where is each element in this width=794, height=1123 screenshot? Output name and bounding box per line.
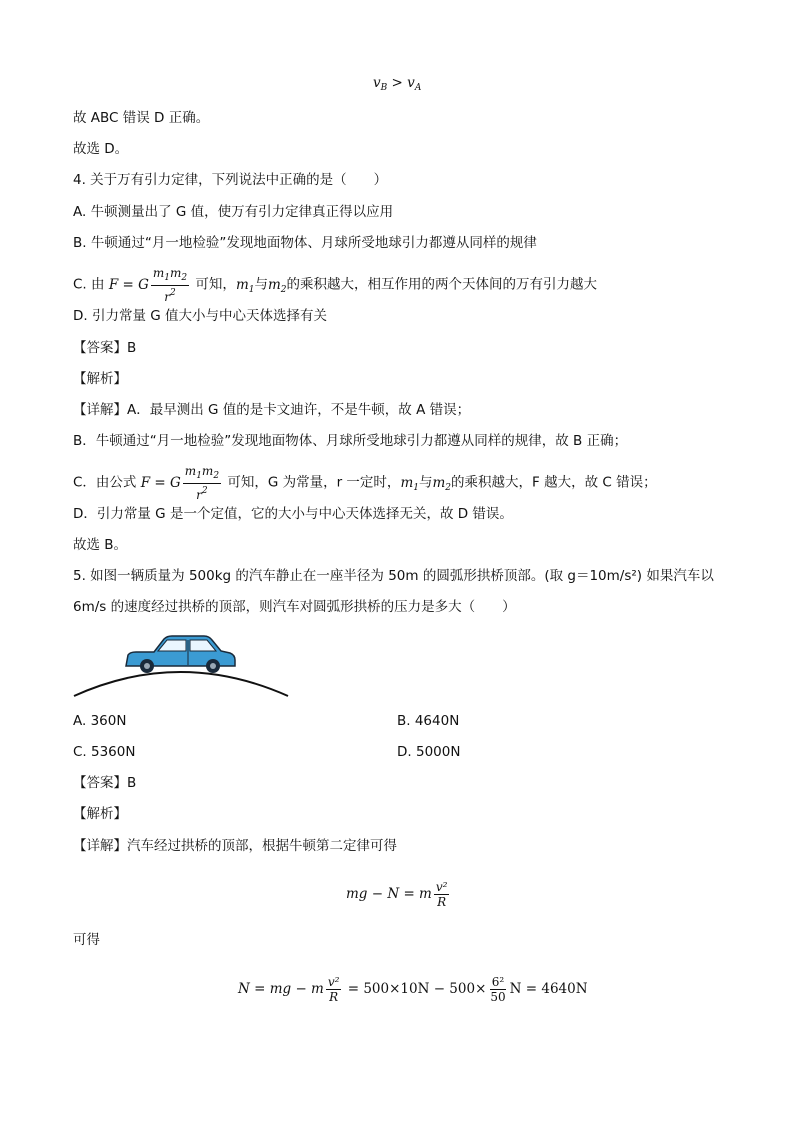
detail-text-5: 汽车经过拱桥的顶部，根据牛顿第二定律可得 [127, 838, 397, 854]
q5-option-b: B. 4640N [397, 713, 460, 729]
kede-text: 可得 [73, 932, 100, 948]
q5-stem-line2: 6m/s 的速度经过拱桥的顶部，则汽车对圆弧形拱桥的压力是多大（ ） [73, 599, 516, 615]
formula-gravity: F = G $\frac{m_1m_2}{r^2}$ [108, 266, 188, 304]
detail-c-mid: 可知，G 为常量，r 一定时， [223, 474, 401, 491]
fraction-v2-r-2: $\frac{\text{v²}}{R}$ [327, 975, 340, 1004]
var-v2: v [407, 75, 415, 91]
detail-c-suffix: 的乘积越大，F 越大，故 C 错误； [451, 474, 657, 491]
q5-option-d: D. 5000N [397, 744, 461, 760]
paragraph-choose-d: 故选 D。 [73, 141, 129, 157]
q4-detail-a [73, 400, 470, 420]
q5-answer [73, 773, 136, 793]
q4-answer [73, 338, 136, 358]
fraction-v2-r: $\frac{\text{v²}}{R}$ [435, 880, 448, 909]
formula-gravity-2: F = G $\frac{m_1m_2}{r^2}$ [140, 464, 220, 502]
q4-c-and: 与 [254, 276, 268, 293]
q4-detail-d: D．引力常量 G 是一个定值，它的大小与中心天体选择无关，故 D 错误。 [73, 506, 513, 522]
q4-detail-c: C．由公式 F = G $\frac{m_1m_2}{r^2}$ 可知，G 为常量，r 一定时，$m_1$与$m_2$的乘积越大，F 越大，故 C 错误； [73, 464, 657, 502]
eq2-part1: N = mg − m [238, 981, 324, 997]
q5-analysis-label: 【解析】 [73, 806, 127, 822]
detail-label: 【详解】 [73, 402, 127, 418]
equation-normal-force [238, 975, 588, 1004]
fraction-m1m2-r2-2: $\frac{m_1m_2}{r^2}$ [184, 464, 220, 502]
arched-bridge [74, 672, 288, 696]
q4-analysis-label: 【解析】 [73, 371, 127, 387]
q4-conclusion: 故选 B。 [73, 537, 128, 553]
q4-option-a: A. 牛顿测量出了 G 值，使万有引力定律真正得以应用 [73, 204, 394, 220]
q5-stem-line1: 5. 如图一辆质量为 500kg 的汽车静止在一座半径为 50m 的圆弧形拱桥顶部。(取 g＝10m/s²) 如果汽车以 [73, 568, 714, 584]
q4-option-b: B. 牛顿通过“月一地检验”发现地面物体、月球所受地球引力都遵从同样的规律 [73, 235, 537, 251]
answer-value-5: B [127, 775, 137, 791]
detail-c-and: 与 [418, 474, 433, 491]
top-equation [373, 73, 421, 98]
q5-option-c: C. 5360N [73, 744, 136, 760]
q4-option-d: D. 引力常量 G 值大小与中心天体选择有关 [73, 308, 328, 324]
car-icon [126, 636, 235, 673]
answer-label-5: 【答案】 [73, 775, 127, 791]
q4-stem: 4. 关于万有引力定律，下列说法中正确的是（ ） [73, 172, 388, 188]
fraction-m1m2-r2: $\frac{m_1m_2}{r^2}$ [152, 266, 188, 304]
q4-c-suffix1: 可知， [191, 276, 236, 293]
fraction-6sq-50: $\frac{\text{6²}}{50}$ [490, 975, 506, 1004]
q4-detail-b: B．牛顿通过“月一地检验”发现地面物体、月球所受地球引力都遵从同样的规律，故 B 正确； [73, 433, 628, 449]
q5-option-a: A. 360N [73, 713, 127, 729]
q5-detail [73, 836, 397, 856]
detail-label-5: 【详解】 [73, 838, 127, 854]
eq2-part2: = 500×10N − 500× [343, 981, 487, 997]
sub-a: A [414, 83, 422, 93]
equation-newton-second-law [346, 880, 451, 909]
eq2-part3: N = 4640N [509, 981, 588, 997]
detail-a-text: A．最早测出 G 值的是卡文迪许，不是牛顿，故 A 错误； [127, 402, 471, 418]
detail-c-prefix: C．由公式 [73, 474, 141, 491]
answer-label: 【答案】 [73, 340, 127, 356]
var-v: v [373, 75, 381, 91]
q4-c-suffix2: 的乘积越大，相互作用的两个天体间的万有引力越大 [286, 276, 598, 293]
paragraph-abc-wrong: 故 ABC 错误 D 正确。 [73, 110, 210, 126]
car-on-bridge-figure [72, 630, 292, 698]
sub-b: B [380, 83, 388, 93]
gt-sign: > [387, 75, 408, 91]
q4-option-c: C. 由 F = G $\frac{m_1m_2}{r^2}$ 可知，$m_1$与$m_2$的乘积越大，相互作用的两个天体间的万有引力越大 [73, 266, 598, 304]
answer-value: B [127, 340, 137, 356]
eq1-left: mg − N = m [346, 886, 432, 902]
q4-c-prefix: C. 由 [73, 276, 109, 293]
